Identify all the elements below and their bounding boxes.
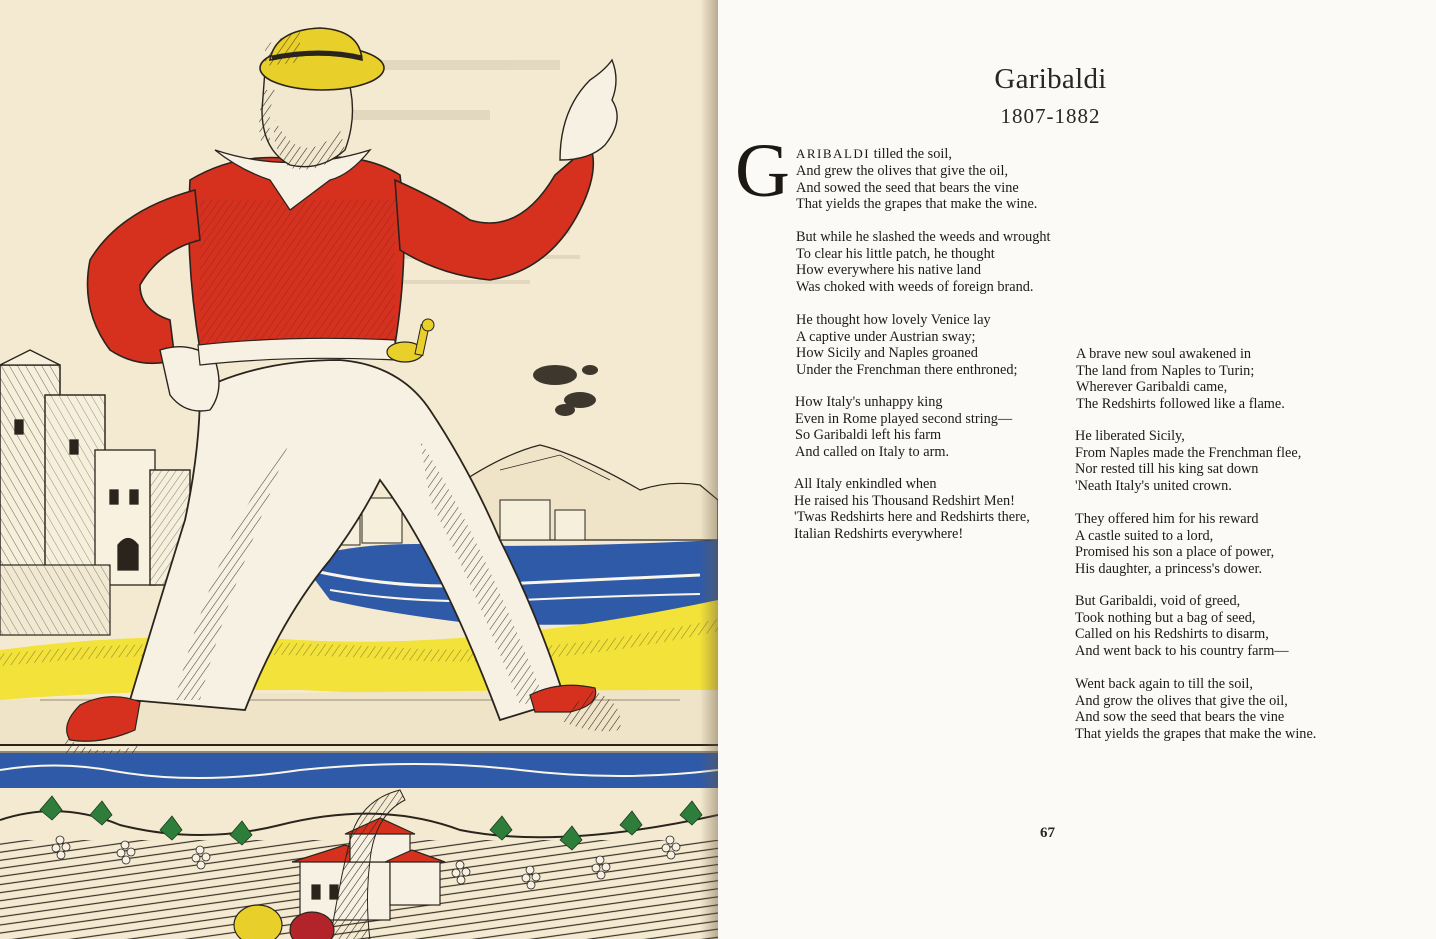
poem-line: And sowed the seed that bears the vine	[796, 179, 1019, 196]
poem-line: But while he slashed the weeds and wrought	[796, 229, 1051, 245]
poem-line: His daughter, a princess's dower.	[1075, 560, 1263, 577]
poem-line: And went back to his country farm—	[1075, 642, 1289, 659]
poem-line: And called on Italy to arm.	[795, 443, 950, 460]
poem-line: And sow the seed that bears the vine	[1075, 709, 1285, 725]
trees	[533, 365, 598, 416]
poem-line: Was choked with weeds of foreign brand.	[796, 278, 1034, 295]
poem-page	[718, 0, 1436, 939]
stanza-4	[795, 394, 1012, 460]
gourd	[234, 905, 282, 939]
poem-line: 'Neath Italy's united crown.	[1075, 477, 1232, 494]
poem-line: He thought how lovely Venice lay	[796, 312, 991, 328]
poem-line: The Redshirts followed like a flame.	[1076, 395, 1285, 412]
poem-line: From Naples made the Frenchman flee,	[1075, 444, 1302, 461]
poem-line: A captive under Austrian sway;	[796, 328, 976, 345]
stanza-2	[796, 229, 1051, 295]
poem-line: A brave new soul awakened in	[1076, 346, 1252, 362]
poem-line: He raised his Thousand Redshirt Men!	[794, 492, 1015, 509]
poem-line: How Sicily and Naples groaned	[796, 345, 978, 361]
poem-line: And grew the olives that give the oil,	[796, 163, 1009, 179]
poem-line: How Italy's unhappy king	[795, 394, 943, 410]
poem-line: The land from Naples to Turin;	[1076, 362, 1255, 379]
drop-cap: G	[735, 129, 790, 213]
poem-line: 'Twas Redshirts here and Redshirts there,	[794, 509, 1030, 525]
stanza-10	[1075, 676, 1316, 742]
stanza-6	[1076, 346, 1285, 412]
poem-line: Took nothing but a bag of seed,	[1075, 609, 1256, 626]
poem-line: Italian Redshirts everywhere!	[794, 525, 964, 542]
hill-town	[0, 350, 190, 585]
stanza-7	[1075, 428, 1301, 494]
poem-line: He liberated Sicily,	[1075, 428, 1185, 444]
poem-first-line	[796, 146, 952, 163]
stanza-5	[794, 476, 1030, 542]
first-line-text: tilled the soil,	[870, 146, 952, 162]
poem-line: All Italy enkindled when	[794, 476, 937, 492]
stanza-9	[1075, 593, 1289, 659]
poem-line: Wherever Garibaldi came,	[1076, 379, 1228, 395]
poem-line: So Garibaldi left his farm	[795, 427, 942, 443]
poem-line: Under the Frenchman there enthroned;	[796, 361, 1018, 378]
poem-line: Nor rested till his king sat down	[1075, 461, 1259, 477]
poem-line: That yields the grapes that make the wine.	[1075, 725, 1317, 742]
poem-title: Garibaldi	[994, 63, 1107, 95]
page-number: 67	[1040, 825, 1055, 841]
poem-line: Promised his son a place of power,	[1075, 544, 1275, 560]
poem-dates: 1807-1882	[1000, 104, 1101, 128]
stanza-8	[1075, 511, 1274, 577]
poem-line: Went back again to till the soil,	[1075, 676, 1253, 692]
poem-line: To clear his little patch, he thought	[796, 245, 995, 262]
poem-line: Called on his Redshirts to disarm,	[1075, 626, 1269, 642]
poem-line: A castle suited to a lord,	[1075, 527, 1214, 544]
poem-line: How everywhere his native land	[796, 262, 982, 278]
poem-line: Even in Rome played second string—	[795, 410, 1013, 427]
stanza-1	[796, 163, 1037, 213]
poem-line: And grow the olives that give the oil,	[1075, 692, 1288, 709]
first-word: ARIBALDI	[796, 146, 871, 161]
poem-line: But Garibaldi, void of greed,	[1075, 593, 1241, 609]
poem-line: That yields the grapes that make the wine.	[796, 196, 1038, 212]
poem-line: They offered him for his reward	[1075, 511, 1259, 527]
stanza-3	[796, 312, 1018, 378]
